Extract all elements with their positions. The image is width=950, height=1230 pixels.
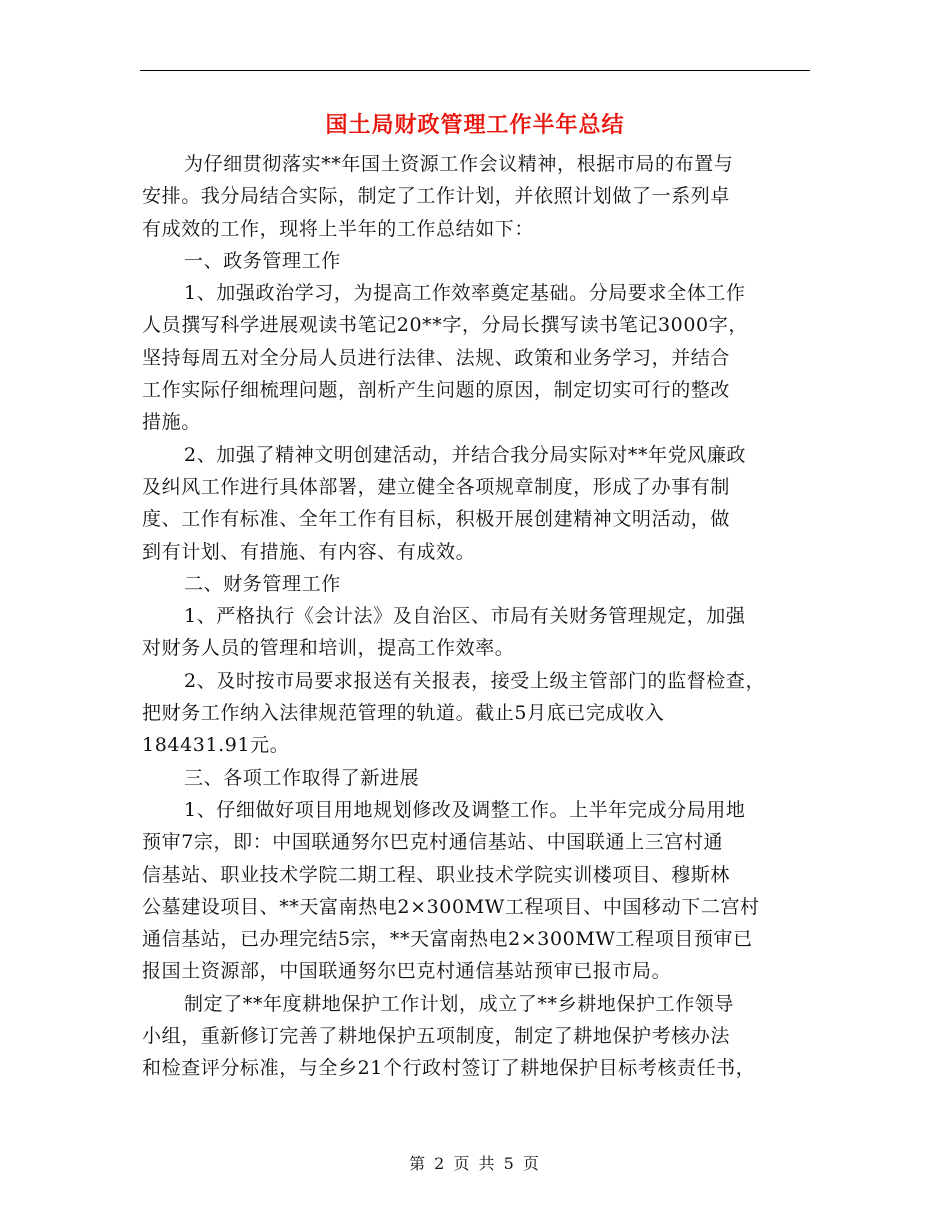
body-line: 1、加强政治学习，为提高工作效率奠定基础。分局要求全体工作 xyxy=(184,282,746,305)
body-line: 2、加强了精神文明创建活动，并结合我分局实际对**年党风廉政 xyxy=(184,443,747,466)
body-line: 和检查评分标准，与全乡21个行政村签订了耕地保护目标考核责任书， xyxy=(142,1057,756,1080)
body-line: 安排。我分局结合实际，制定了工作计划，并依照计划做了一系列卓 xyxy=(142,185,731,208)
body-line: 人员撰写科学进展观读书笔记20**字，分局长撰写读书笔记3000字， xyxy=(142,314,748,337)
document-body xyxy=(142,148,812,1085)
body-line: 预审7宗，即：中国联通努尔巴克村通信基站、中国联通上三宫村通 xyxy=(142,831,724,854)
body-line: 1、严格执行《会计法》及自治区、市局有关财务管理规定，加强 xyxy=(184,605,746,628)
body-line: 一、政务管理工作 xyxy=(184,249,341,272)
body-line: 通信基站，已办理完结5宗，**天富南热电2×300MW工程项目预审已 xyxy=(142,928,753,951)
body-line: 制定了**年度耕地保护工作计划，成立了**乡耕地保护工作领导 xyxy=(184,992,735,1015)
body-line: 公墓建设项目、**天富南热电2×300MW工程项目、中国移动下二宫村 xyxy=(142,895,760,918)
body-line: 报国土资源部，中国联通努尔巴克村通信基站预审已报市局。 xyxy=(142,960,672,983)
header-rule xyxy=(140,70,810,71)
body-line: 信基站、职业技术学院二期工程、职业技术学院实训楼项目、穆斯林 xyxy=(142,863,731,886)
page-footer: 第 2 页 共 5 页 xyxy=(409,1154,541,1173)
document-title: 国土局财政管理工作半年总结 xyxy=(325,112,625,138)
body-line: 把财务工作纳入法律规范管理的轨道。截止5月底已完成收入 xyxy=(142,702,665,725)
body-line: 184431.91元。 xyxy=(142,734,290,757)
body-line: 措施。 xyxy=(142,411,201,434)
body-line: 工作实际仔细梳理问题，剖析产生问题的原因，制定切实可行的整改 xyxy=(142,379,731,402)
body-line: 度、工作有标准、全年工作有目标，积极开展创建精神文明活动，做 xyxy=(142,508,731,531)
body-line: 到有计划、有措施、有内容、有成效。 xyxy=(142,540,476,563)
body-line: 对财务人员的管理和培训，提高工作效率。 xyxy=(142,637,515,660)
body-line: 1、仔细做好项目用地规划修改及调整工作。上半年完成分局用地 xyxy=(184,798,746,821)
body-line: 小组，重新修订完善了耕地保护五项制度，制定了耕地保护考核办法 xyxy=(142,1025,731,1048)
body-line: 三、各项工作取得了新进展 xyxy=(184,766,420,789)
body-line: 为仔细贯彻落实**年国土资源工作会议精神，根据市局的布置与 xyxy=(184,153,734,175)
body-line: 坚持每周五对全分局人员进行法律、法规、政策和业务学习，并结合 xyxy=(142,346,731,369)
body-line: 有成效的工作，现将上半年的工作总结如下： xyxy=(142,217,535,240)
body-line: 及纠风工作进行具体部署，建立健全各项规章制度，形成了办事有制 xyxy=(142,475,731,498)
body-line: 二、财务管理工作 xyxy=(184,572,341,595)
body-line: 2、及时按市局要求报送有关报表，接受上级主管部门的监督检查， xyxy=(184,669,766,692)
